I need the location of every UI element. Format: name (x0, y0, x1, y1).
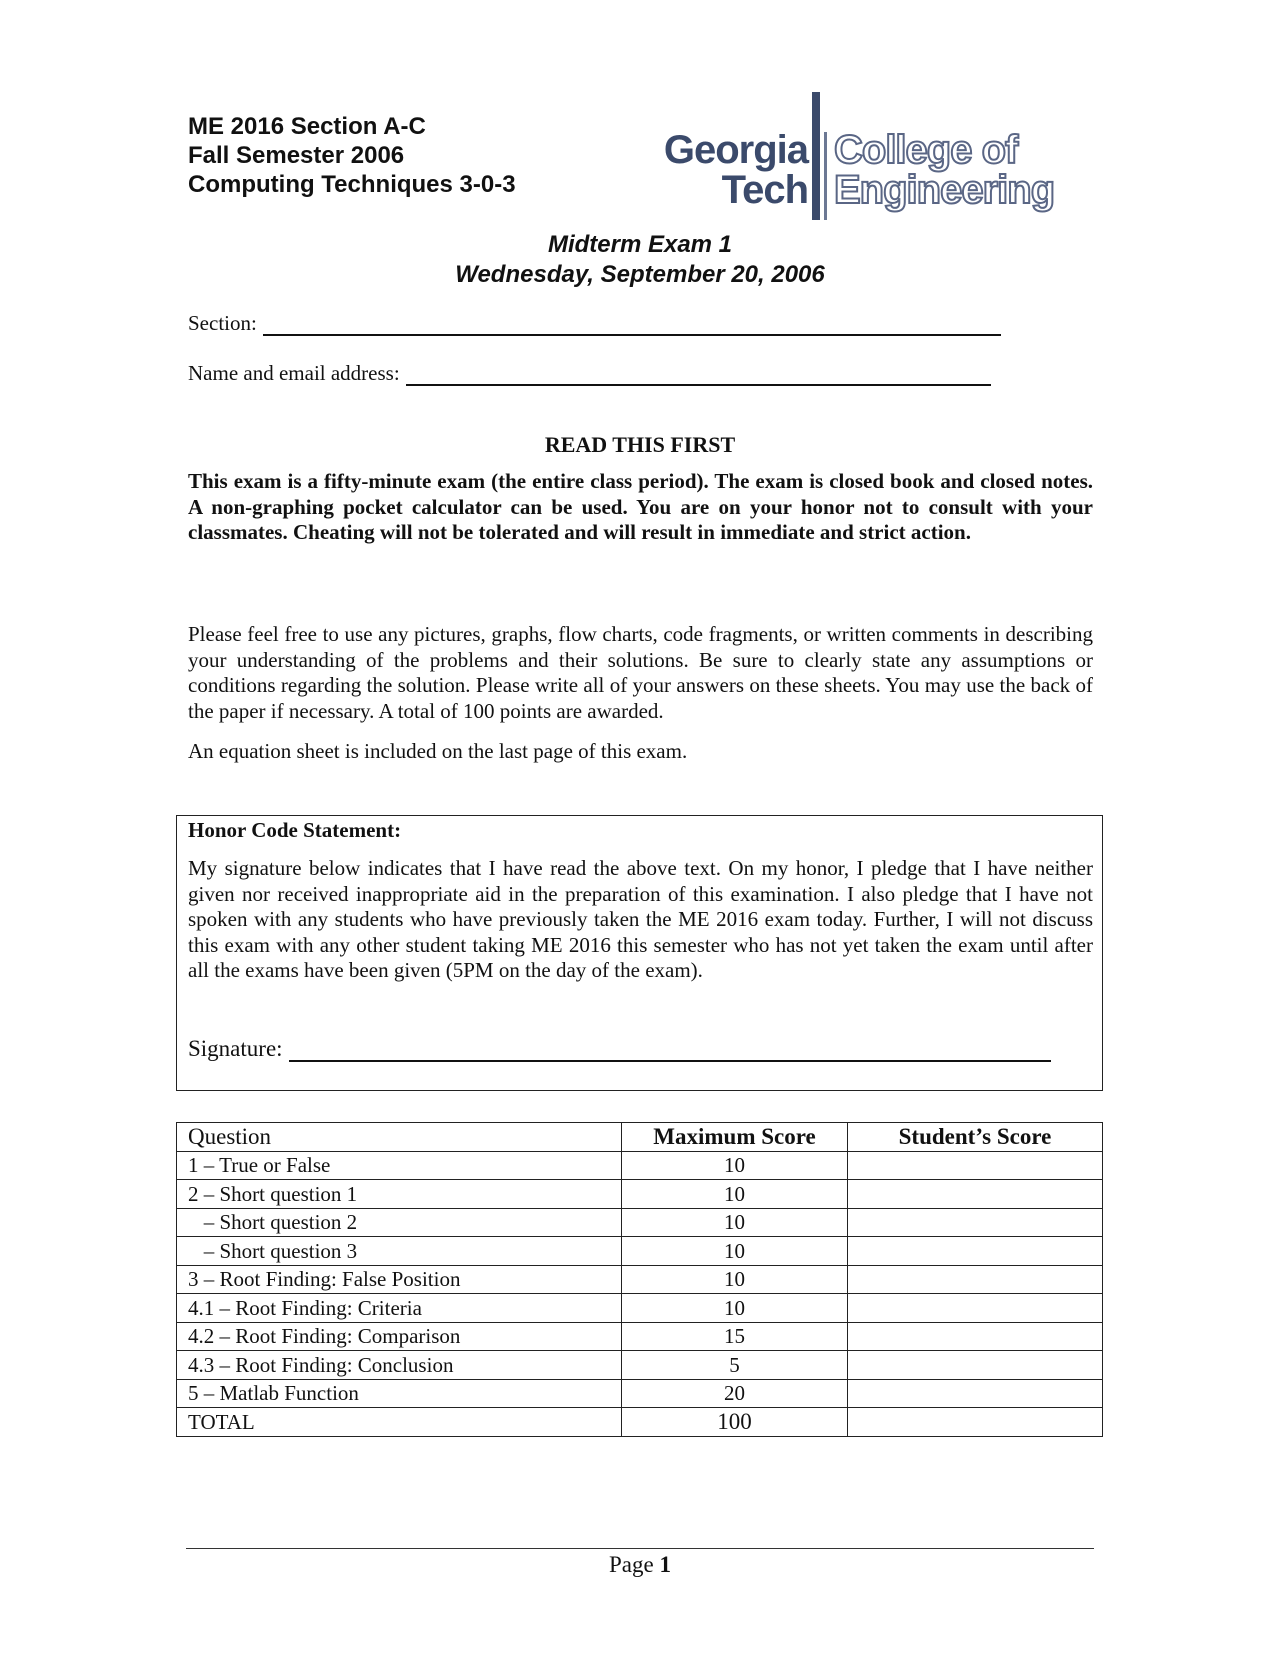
footer-divider (186, 1548, 1094, 1549)
page-number-footer (0, 1552, 1280, 1578)
row-question: 2 – Short question 1 (177, 1180, 622, 1209)
header-question: Question (177, 1123, 622, 1152)
header-students-score: Student’s Score (848, 1123, 1103, 1152)
exam-title: Midterm Exam 1 (547, 231, 733, 258)
name-email-label: Name and email address: (188, 361, 400, 385)
row-max-score: 10 (622, 1237, 848, 1266)
row-question: 4.1 – Root Finding: Criteria (177, 1294, 622, 1323)
logo-georgia-tech-text: Georgia Tech (663, 128, 808, 212)
row-question: 5 – Matlab Function (177, 1379, 622, 1408)
logo-college-text: College of Engineering (834, 128, 1055, 212)
page-number: 1 (659, 1552, 671, 1577)
row-max-score: 10 (622, 1151, 848, 1180)
equation-sheet-note: An equation sheet is included on the last page of this exam. (188, 739, 688, 763)
row-student-score-cell[interactable] (848, 1265, 1103, 1294)
table-row (177, 1180, 1103, 1209)
read-this-first-heading: READ THIS FIRST (544, 432, 736, 457)
name-email-field[interactable] (188, 361, 991, 386)
honor-code-heading: Honor Code Statement: (188, 818, 402, 842)
score-table (176, 1122, 1103, 1437)
section-field[interactable] (188, 311, 1001, 336)
table-row (177, 1294, 1103, 1323)
table-row (177, 1351, 1103, 1380)
row-student-score-cell[interactable] (848, 1294, 1103, 1323)
exam-date: Wednesday, September 20, 2006 (455, 261, 825, 288)
exam-rules-paragraph: This exam is a fifty-minute exam (the entire class period). The exam is closed book and closed notes. A non-graphing pocket calculator can be used. You are on your honor not to consult with your classmates. Cheating will not be tolerated and will result in immediate and strict action. (188, 469, 1093, 544)
section-blank-line[interactable] (263, 314, 1001, 336)
signature-blank-line[interactable] (289, 1038, 1051, 1062)
signature-field[interactable] (188, 1036, 1051, 1062)
table-row (177, 1151, 1103, 1180)
table-row (177, 1265, 1103, 1294)
score-table-header-row (177, 1123, 1103, 1152)
row-max-score: 10 (622, 1294, 848, 1323)
georgia-tech-coe-logo (626, 92, 1106, 222)
row-max-score: 10 (622, 1265, 848, 1294)
total-label: TOTAL (177, 1408, 622, 1437)
table-row (177, 1322, 1103, 1351)
header-maximum-score: Maximum Score (622, 1123, 848, 1152)
course-header (188, 112, 516, 199)
exam-title-block (0, 230, 1280, 290)
logo-tower-bar (812, 92, 820, 220)
total-max-score: 100 (622, 1408, 848, 1437)
section-label: Section: (188, 311, 257, 335)
page-label: Page (609, 1552, 654, 1577)
table-row (177, 1379, 1103, 1408)
row-max-score: 10 (622, 1180, 848, 1209)
row-student-score-cell[interactable] (848, 1208, 1103, 1237)
row-question: – Short question 2 (177, 1208, 622, 1237)
row-max-score: 10 (622, 1208, 848, 1237)
table-row (177, 1208, 1103, 1237)
signature-label: Signature: (188, 1036, 283, 1061)
course-line-1: ME 2016 Section A-C (188, 113, 426, 140)
row-max-score: 15 (622, 1322, 848, 1351)
name-email-blank-line[interactable] (406, 364, 991, 386)
row-question: 4.3 – Root Finding: Conclusion (177, 1351, 622, 1380)
row-question: – Short question 3 (177, 1237, 622, 1266)
row-max-score: 5 (622, 1351, 848, 1380)
instructions-paragraph: Please feel free to use any pictures, graphs, flow charts, code fragments, or written comments in describing your understanding of the problems and their solutions. Be sure to clearly state any assumptions or conditions regarding the solution. Please write all of your answers on these sheets. You may use the back of the paper if necessary. A total of 100 points are awarded. (188, 622, 1093, 723)
row-question: 3 – Root Finding: False Position (177, 1265, 622, 1294)
row-question: 1 – True or False (177, 1151, 622, 1180)
logo-tower-bar-thin (824, 132, 827, 220)
row-student-score-cell[interactable] (848, 1237, 1103, 1266)
total-student-score-cell[interactable] (848, 1408, 1103, 1437)
row-question: 4.2 – Root Finding: Comparison (177, 1322, 622, 1351)
row-student-score-cell[interactable] (848, 1180, 1103, 1209)
row-student-score-cell[interactable] (848, 1351, 1103, 1380)
course-line-2: Fall Semester 2006 (188, 142, 405, 169)
row-max-score: 20 (622, 1379, 848, 1408)
table-row (177, 1237, 1103, 1266)
row-student-score-cell[interactable] (848, 1322, 1103, 1351)
table-total-row (177, 1408, 1103, 1437)
row-student-score-cell[interactable] (848, 1379, 1103, 1408)
row-student-score-cell[interactable] (848, 1151, 1103, 1180)
course-line-3: Computing Techniques 3-0-3 (188, 171, 516, 198)
honor-code-text: My signature below indicates that I have read the above text. On my honor, I pledge that I have neither given nor received inappropriate aid in the preparation of this examination. I also pledge that I have not spoken with any students who have previously taken the ME 2016 exam today. Further, I will not discuss this exam with any other student taking ME 2016 this semester who has not yet taken the exam until after all the exams have been given (5PM on the day of the exam). (188, 856, 1093, 982)
